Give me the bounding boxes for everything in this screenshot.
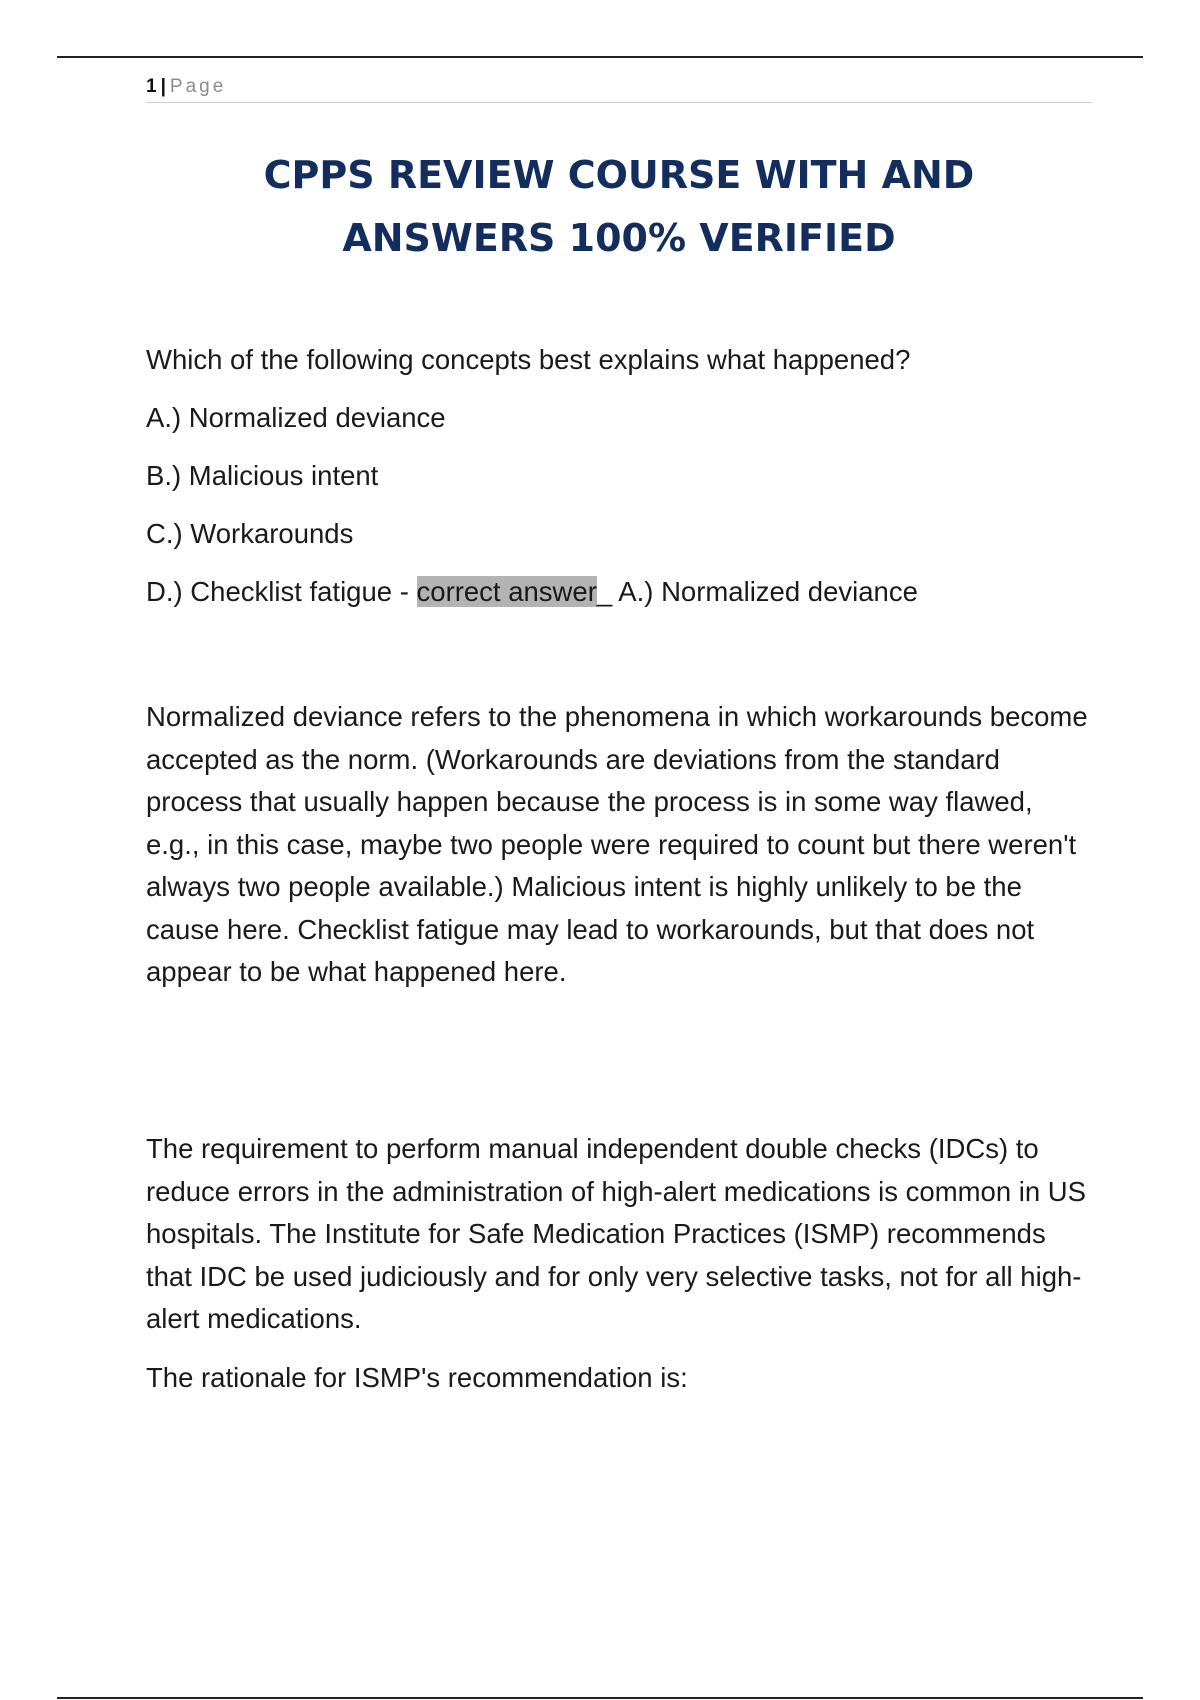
option-b: B.) Malicious intent [146,460,379,491]
title-line-1: CPPS REVIEW COURSE WITH AND [263,153,975,197]
page-separator: | [160,76,166,97]
question-2 [146,1128,1092,1399]
bottom-rule [57,1697,1143,1699]
option-c: C.) Workarounds [146,518,354,549]
correct-answer-text: _ A.) Normalized deviance [596,576,918,607]
document-title [146,144,1092,270]
correct-answer-highlight: correct answer [416,576,597,607]
page-number: 1 [146,76,157,97]
question-1 [146,343,1092,633]
option-d-with-answer [146,575,1092,609]
top-rule [57,56,1143,58]
answer-separator: - [392,576,417,607]
option-d: D.) Checklist fatigue [146,576,393,607]
question-2-body: The requirement to perform manual independent double checks (IDCs) to reduce errors in the administration of high-alert medications is common in US hospitals. The Institute for Safe Medication Practices (ISMP) recommends that IDC be used judiciously and for only very selective tasks, not for all high-alert medications. [146,1133,1086,1334]
page-label: Page [169,76,227,97]
question-1-prompt: Which of the following concepts best explains what happened? [146,344,911,375]
title-line-2: ANSWERS 100% VERIFIED [342,216,896,260]
question-2-lead: The rationale for ISMP's recommendation is: [146,1361,688,1393]
option-a: A.) Normalized deviance [146,402,446,433]
explanation-1-text: Normalized deviance refers to the phenomena in which workarounds become accepted as the norm. (Workarounds are deviations from the standard process that usually happen because the process is in some way flawed, e.g., in this case, maybe two people were required to count but there weren't always two people available.) Malicious intent is highly unlikely to be the cause here. Checklist fatigue may lead to workarounds, but that does not appear to be what happened here. [146,701,1088,987]
explanation-1 [146,696,1092,994]
page-header [146,74,1092,103]
